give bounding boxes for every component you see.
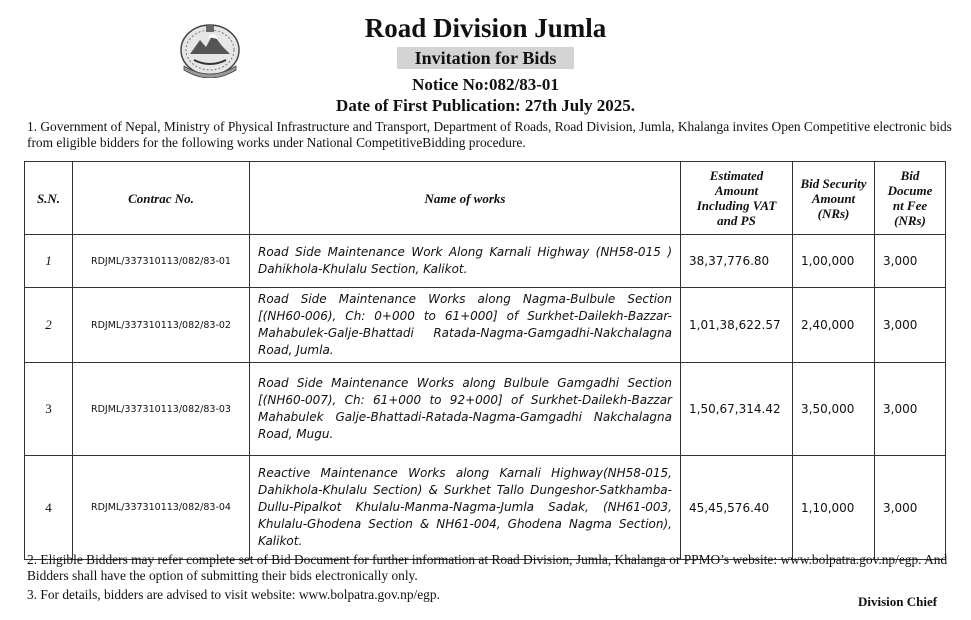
- row-contract: RDJML/337310113/082/83-04: [73, 456, 250, 560]
- row-works: Reactive Maintenance Works along Karnali Highway(NH58-015, Dahikhola-Khulalu Section) & Surkhet Tallo Dungeshor-Satkhamba-Dullu-Pipalkot Khulalu-Manma-Nagma-Jumla Sadak, (NH61-003, Khulalu-Ghodena Section & NH61-004, Ghodena Nagma Section), Kalikot.: [250, 456, 681, 560]
- row-works: Road Side Maintenance Works along Nagma-Bulbule Section [(NH60-006), Ch: 0+000 to 61+000] of Surkhet-Dailekh-Bazzar-Mahabulek-Galje-Bhattadi Ratada-Nagma-Gamgadhi-Nakchalagna Road, Jumla.: [250, 288, 681, 363]
- row-sn: 2: [25, 288, 73, 363]
- row-contract: RDJML/337310113/082/83-03: [73, 363, 250, 456]
- signature: Division Chief: [858, 594, 938, 609]
- row-security: 1,00,000: [793, 235, 875, 288]
- row-contract: RDJML/337310113/082/83-01: [73, 235, 250, 288]
- row-docfee: 3,000: [875, 363, 946, 456]
- row-works: Road Side Maintenance Work Along Karnali Highway (NH58-015 ) Dahikhola-Khulalu Section, Kalikot.: [250, 235, 681, 288]
- row-security: 1,10,000: [793, 456, 875, 560]
- row-estimated: 1,01,38,622.57: [681, 288, 793, 363]
- publication-date: Date of First Publication: 27th July 2025.: [336, 96, 635, 115]
- header-contract: Contrac No.: [73, 162, 250, 235]
- row-security: 2,40,000: [793, 288, 875, 363]
- header-security: Bid Security Amount (NRs): [793, 162, 875, 235]
- row-docfee: 3,000: [875, 235, 946, 288]
- row-sn: 4: [25, 456, 73, 560]
- footer-note-3: 3. For details, bidders are advised to visit website: www.bolpatra.gov.np/egp.: [27, 587, 440, 602]
- table-header-row: [25, 162, 946, 235]
- row-sn: 1: [25, 235, 73, 288]
- row-security: 3,50,000: [793, 363, 875, 456]
- intro-paragraph: 1. Government of Nepal, Ministry of Physical Infrastructure and Transport, Department of Roads, Road Division, Jumla, Khalanga invites Open Competitive electronic bids from eligible bidders for the following works under National CompetitiveBidding procedure.: [27, 119, 952, 150]
- table-row: [25, 363, 946, 456]
- row-estimated: 45,45,576.40: [681, 456, 793, 560]
- row-docfee: 3,000: [875, 456, 946, 560]
- bids-table: [24, 161, 946, 560]
- header-estimated: Estimated Amount Including VAT and PS: [681, 162, 793, 235]
- row-docfee: 3,000: [875, 288, 946, 363]
- row-sn: 3: [25, 363, 73, 456]
- notice-heading: Invitation for Bids: [397, 47, 575, 69]
- table-row: [25, 456, 946, 560]
- row-contract: RDJML/337310113/082/83-02: [73, 288, 250, 363]
- row-works: Road Side Maintenance Works along Bulbule Gamgadhi Section [(NH60-007), Ch: 61+000 to 92+000] of Surkhet-Dailekh-Bazzar Mahabulek Galje-Bhattadi-Ratada-Nagma-Gamgadhi Nakchalagna Road, Mugu.: [250, 363, 681, 456]
- table-row: [25, 235, 946, 288]
- office-title: Road Division Jumla: [364, 13, 607, 43]
- footer-note-2: 2. Eligible Bidders may refer complete set of Bid Document for further information at Road Division, Jumla, Khalanga or PPMO’s website: www.bolpatra.gov.np/egp. And Bidders shall have the option of submitting their bids electronically only.: [27, 552, 948, 583]
- notice-number: Notice No:082/83-01: [412, 75, 559, 94]
- header-docfee: Bid Docume nt Fee (NRs): [875, 162, 946, 235]
- row-estimated: 38,37,776.80: [681, 235, 793, 288]
- row-estimated: 1,50,67,314.42: [681, 363, 793, 456]
- header-works: Name of works: [250, 162, 681, 235]
- table-row: [25, 288, 946, 363]
- header-sn: S.N.: [25, 162, 73, 235]
